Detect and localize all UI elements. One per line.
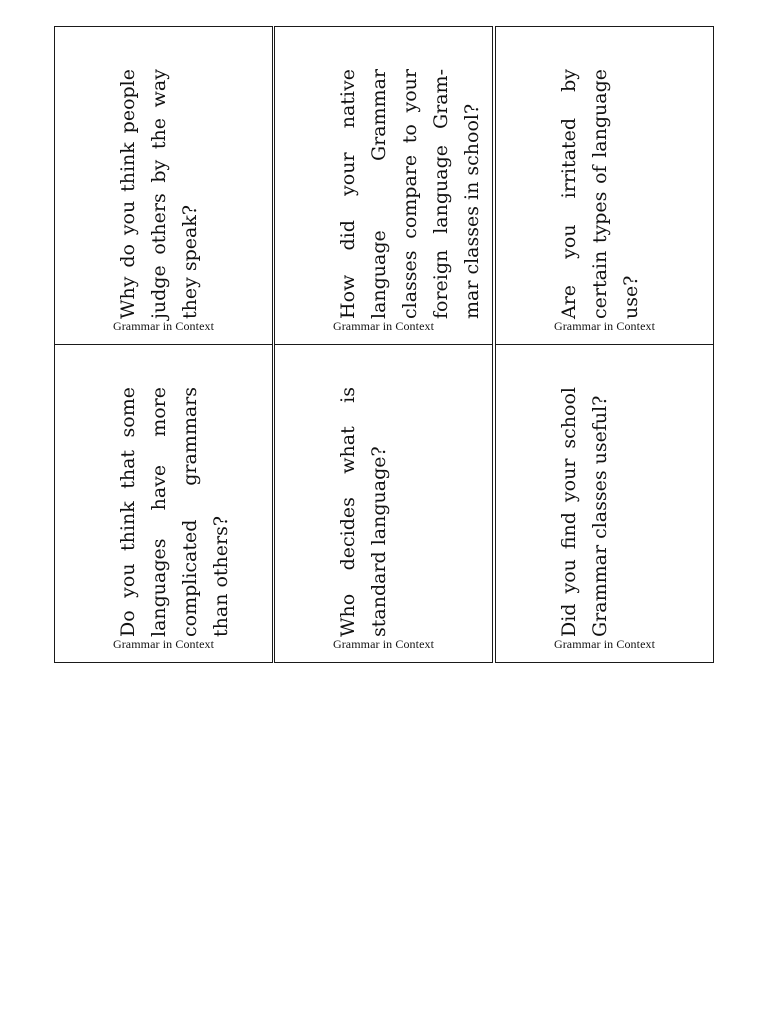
question-card-5 <box>274 344 493 663</box>
question-card-6 <box>495 344 714 663</box>
card-footer: Grammar in Context <box>112 637 215 651</box>
question-card-2 <box>274 26 493 345</box>
card-question: How did your native language Grammar classes compare to your foreign language Grammar classes in school? <box>337 69 483 319</box>
card-question: Are you irritated by certain types of language use? <box>558 69 642 319</box>
card-footer: Grammar in Context <box>112 319 215 333</box>
card-footer: Grammar in Context <box>332 637 435 651</box>
card-question: Why do you think people judge others by the way they speak? <box>117 69 201 319</box>
card-footer: Grammar in Context <box>553 319 656 333</box>
card-question: Do you think that some languages have more complicated grammars than others? <box>117 387 232 637</box>
question-card-1 <box>54 26 273 345</box>
card-footer: Grammar in Context <box>553 637 656 651</box>
card-question: Did you find your school Grammar classes useful? <box>558 387 611 637</box>
card-footer: Grammar in Context <box>332 319 435 333</box>
question-card-3 <box>495 26 714 345</box>
question-card-4 <box>54 344 273 663</box>
card-question: Who decides what is standard language? <box>337 387 390 637</box>
